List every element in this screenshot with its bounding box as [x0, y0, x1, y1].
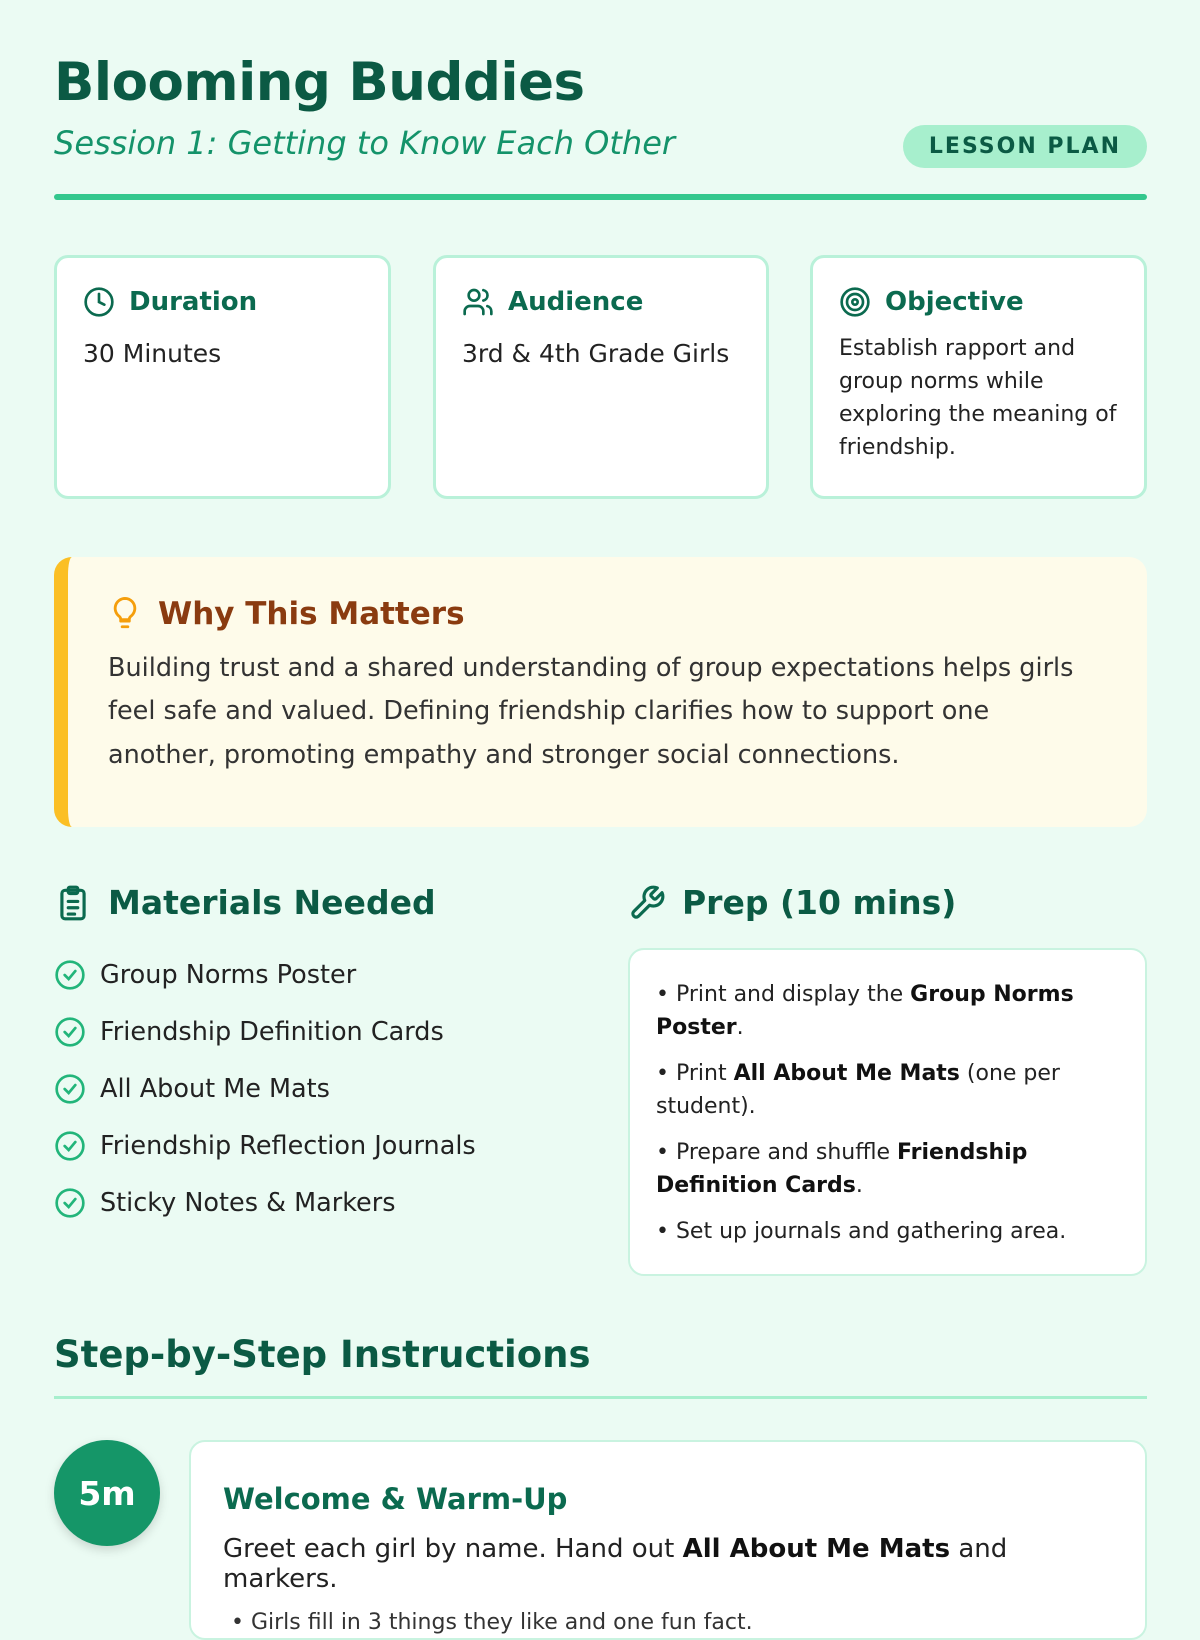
- audience-value: 3rd & 4th Grade Girls: [462, 339, 730, 368]
- check-circle-icon: [54, 1130, 86, 1162]
- duration-value: 30 Minutes: [83, 339, 222, 368]
- list-item: [54, 1117, 614, 1174]
- prep-card: [628, 948, 1147, 1276]
- page-title: Blooming Buddies: [54, 52, 585, 113]
- list-item: [54, 946, 614, 1003]
- why-this-matters-callout: [54, 557, 1147, 827]
- objective-value: Establish rapport and group norms while exploring the meaning of friendship.: [839, 336, 1117, 460]
- check-circle-icon: [54, 1187, 86, 1219]
- wrench-icon: [628, 884, 666, 922]
- duration-card: [54, 255, 391, 499]
- step-title: Welcome & Warm-Up: [223, 1482, 568, 1516]
- material-label: Sticky Notes & Markers: [100, 1187, 396, 1218]
- check-circle-icon: [54, 1016, 86, 1048]
- lightbulb-icon: [108, 595, 142, 633]
- prep-header: [628, 883, 956, 922]
- list-item: [54, 1060, 614, 1117]
- steps-title: Step-by-Step Instructions: [54, 1333, 591, 1376]
- list-item: [54, 1174, 614, 1231]
- material-label: All About Me Mats: [100, 1073, 330, 1104]
- duration-label: Duration: [129, 287, 258, 317]
- check-circle-icon: [54, 1073, 86, 1105]
- prep-item: • Set up journals and gathering area.: [656, 1219, 1067, 1244]
- clipboard-icon: [54, 884, 92, 922]
- prep-item: • Print All About Me Mats (one per student).: [656, 1061, 1060, 1119]
- step-card: [189, 1440, 1147, 1640]
- step-text: Greet each girl by name. Hand out All About Me Mats and markers.: [223, 1534, 1008, 1594]
- users-icon: [462, 286, 494, 318]
- prep-title: Prep (10 mins): [682, 883, 957, 922]
- why-title: Why This Matters: [158, 596, 465, 632]
- prep-item: • Prepare and shuffle Friendship Definition Cards.: [656, 1140, 1028, 1198]
- materials-title: Materials Needed: [108, 883, 436, 922]
- audience-label: Audience: [508, 287, 644, 317]
- audience-card: [433, 255, 769, 499]
- header-divider: [54, 194, 1147, 200]
- materials-list: [54, 946, 614, 1231]
- material-label: Friendship Reflection Journals: [100, 1130, 476, 1161]
- check-circle-icon: [54, 959, 86, 991]
- page-subtitle: Session 1: Getting to Know Each Other: [54, 124, 676, 162]
- why-text: Building trust and a shared understanding of group expectations helps girls feel safe and valued. Defining friendship clarifies how to support one another, promoting empathy and stronger social connections.: [108, 653, 1074, 770]
- step-bullet: • Girls fill in 3 things they like and one fun fact.: [231, 1610, 753, 1635]
- material-label: Friendship Definition Cards: [100, 1016, 444, 1047]
- lesson-plan-badge: LESSON PLAN: [903, 125, 1147, 168]
- prep-item: • Print and display the Group Norms Poster.: [656, 982, 1074, 1040]
- step-time-badge: 5m: [54, 1440, 160, 1546]
- material-label: Group Norms Poster: [100, 959, 357, 990]
- clock-icon: [83, 286, 115, 318]
- steps-divider: [54, 1396, 1147, 1399]
- objective-card: [810, 255, 1147, 499]
- target-icon: [839, 286, 871, 318]
- materials-header: [54, 883, 436, 922]
- list-item: [54, 1003, 614, 1060]
- objective-label: Objective: [885, 287, 1024, 317]
